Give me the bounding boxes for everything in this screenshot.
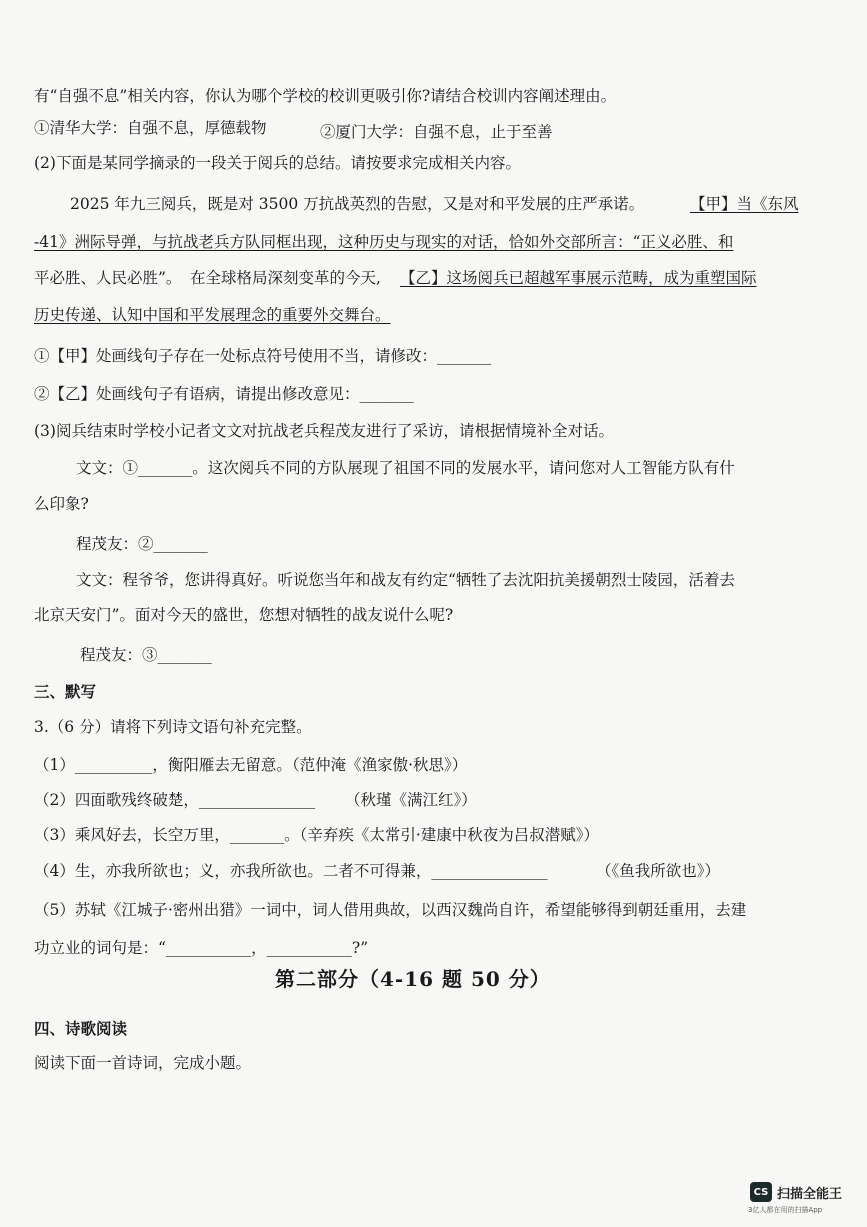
text-line: ②【乙】处画线句子有语病，请提出修改意见：_______: [34, 385, 414, 403]
scanner-tagline: 3亿人都在用的扫描App: [748, 1206, 823, 1214]
underlined-sentence-yi: 历史传递、认知中国和平发展理念的重要外交舞台。: [34, 306, 391, 324]
dialogue-line: 文文：程爷爷，您讲得真好。听说您当年和战友有约定“牺牲了去沈阳抗美援朝烈士陵园，活着去: [76, 571, 735, 589]
dialogue-line: 程茂友：②_______: [76, 535, 208, 553]
section-title: 四、诗歌阅读: [34, 1019, 128, 1038]
text-line: ①清华大学：自强不息，厚德载物: [34, 119, 267, 137]
text-line: 2025 年九三阅兵，既是对 3500 万抗战英烈的告慰，又是对和平发展的庄严承诺。: [70, 195, 645, 213]
part-heading: 第二部分（4-16 题 50 分）: [275, 967, 551, 991]
question-line: （5）苏轼《江城子·密州出猎》一词中，词人借用典故，以西汉魏尚自许，希望能够得到朝廷重用，去建: [34, 901, 747, 919]
text-line: (3)阅兵结束时学校小记者文文对抗战老兵程茂友进行了采访，请根据情境补全对话。: [34, 422, 614, 440]
dialogue-line: 么印象?: [34, 495, 89, 513]
underlined-sentence-yi: 【乙】这场阅兵已超越军事展示范畴，成为重塑国际: [400, 269, 757, 287]
question-line: （1）__________，衡阳雁去无留意。（范仲淹《渔家傲·秋思》）: [34, 756, 468, 774]
scanner-logo-icon: CS: [750, 1182, 772, 1202]
scanner-watermark: [750, 1180, 854, 1204]
question-line: （2）四面歌残终破楚，_______________: [34, 791, 316, 809]
dialogue-line: 北京天安门”。面对今天的盛世，您想对牺牲的战友说什么呢?: [34, 606, 454, 624]
text-line: ①【甲】处画线句子存在一处标点符号使用不当，请修改：_______: [34, 347, 492, 365]
text-line: 平必胜、人民必胜”。: [34, 269, 182, 287]
text-line: ②厦门大学：自强不息，止于至善: [320, 123, 553, 141]
underlined-sentence-jia: -41》洲际导弹，与抗战老兵方队同框出现，这种历史与现实的对话，恰如外交部所言：“正义必胜、和: [34, 233, 734, 251]
text-line: 在全球格局深刻变革的今天,: [190, 269, 381, 287]
text-line: (2)下面是某同学摘录的一段关于阅兵的总结。请按要求完成相关内容。: [34, 154, 521, 172]
question-line: （《鱼我所欲也》）: [596, 862, 721, 880]
question-line: 3.（6 分）请将下列诗文语句补充完整。: [34, 718, 312, 736]
text-line: 有“自强不息”相关内容，你认为哪个学校的校训更吸引你?请结合校训内容阐述理由。: [34, 87, 617, 105]
underlined-sentence-jia: 【甲】当《东风: [690, 195, 799, 213]
question-line: （秋瑾《满江红》）: [345, 791, 477, 809]
question-line: 功立业的词句是：“___________，___________?”: [34, 939, 369, 957]
dialogue-line: 文文：①_______。这次阅兵不同的方队展现了祖国不同的发展水平，请问您对人工智能方队有什: [76, 459, 735, 477]
question-line: （4）生，亦我所欲也；义，亦我所欲也。二者不可得兼，_______________: [34, 862, 548, 880]
dialogue-line: 程茂友：③_______: [80, 646, 212, 664]
text-line: 阅读下面一首诗词，完成小题。: [34, 1054, 252, 1072]
scanner-app-name: 扫描全能王: [777, 1186, 843, 1202]
section-title: 三、默写: [34, 682, 97, 701]
question-line: （3）乘风好去，长空万里，_______。（辛弃疾《太常引·建康中秋夜为吕叔潜赋》）: [34, 826, 600, 844]
